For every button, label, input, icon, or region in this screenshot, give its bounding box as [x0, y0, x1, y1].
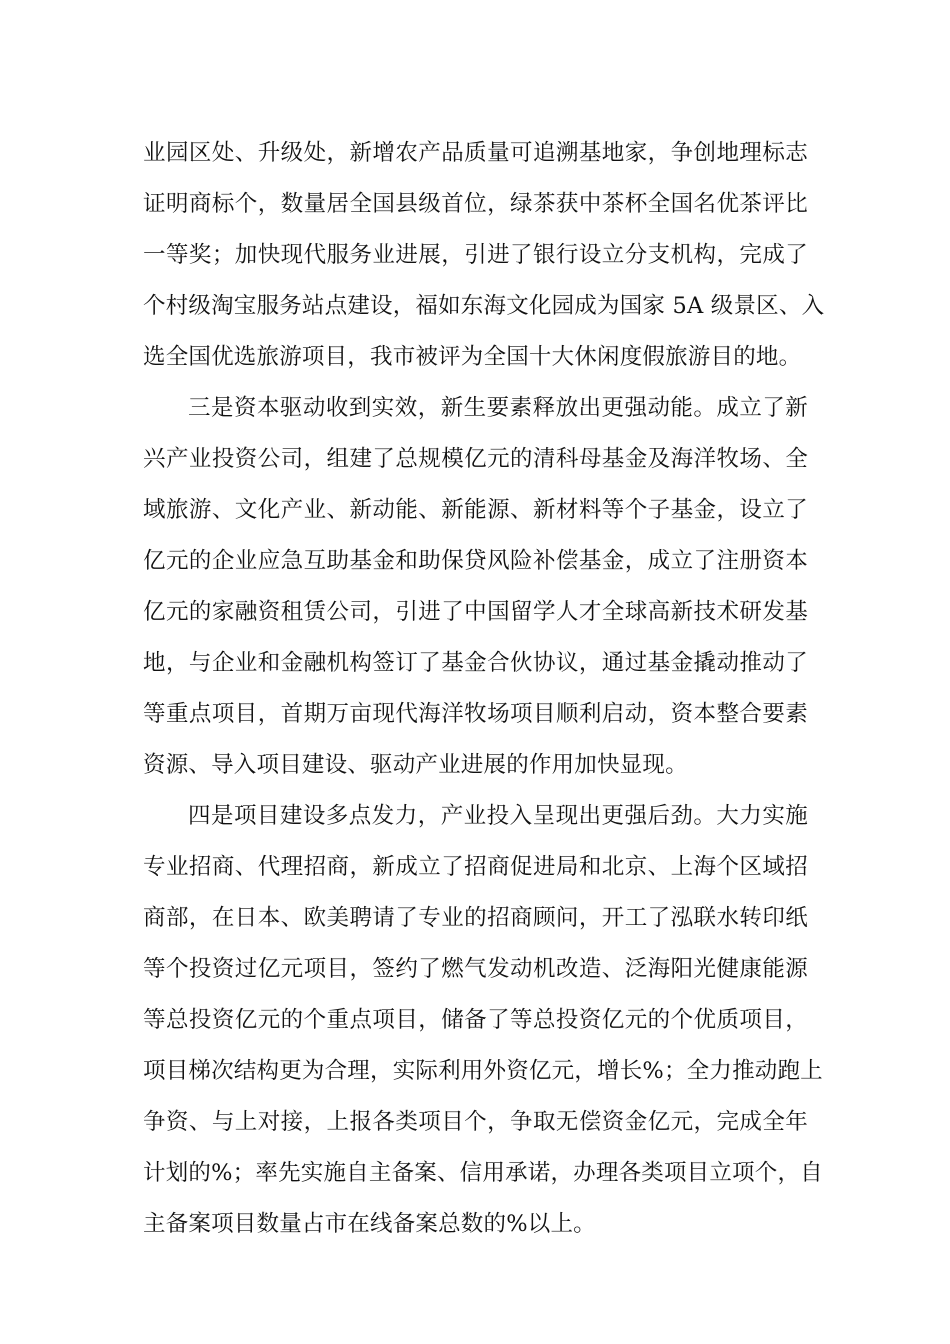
text-line: 地，与企业和金融机构签订了基金合伙协议，通过基金撬动推动了 — [143, 650, 808, 676]
text-line: 亿元的家融资租赁公司，引进了中国留学人才全球高新技术研发基 — [143, 599, 808, 625]
text-line: 资源、导入项目建设、驱动产业进展的作用加快显现。 — [143, 752, 688, 778]
text-line: 选全国优选旅游项目，我市被评为全国十大休闲度假旅游目的地。 — [143, 344, 802, 370]
text-line: 等个投资过亿元项目，签约了燃气发动机改造、泛海阳光健康能源 — [143, 956, 808, 982]
paragraph-3 — [143, 791, 823, 1250]
text-line: 专业招商、代理招商，新成立了招商促进局和北京、上海个区域招 — [143, 854, 808, 880]
text-line: 一等奖；加快现代服务业进展，引进了银行设立分支机构，完成了 — [143, 242, 808, 268]
paragraph-2 — [143, 383, 808, 791]
text-line: 个村级淘宝服务站点建设，福如东海文化园成为国家 5A 级景区、入 — [143, 293, 825, 319]
text-line: 三是资本驱动收到实效，新生要素释放出更强动能。成立了新 — [188, 395, 808, 421]
text-line: 计划的%；率先实施自主备案、信用承诺，办理各类项目立项个，自 — [143, 1160, 823, 1186]
text-line: 争资、与上对接，上报各类项目个，争取无偿资金亿元，完成全年 — [143, 1109, 808, 1135]
text-line: 项目梯次结构更为合理，实际利用外资亿元，增长%；全力推动跑上 — [143, 1058, 823, 1084]
text-line: 等重点项目，首期万亩现代海洋牧场项目顺利启动，资本整合要素 — [143, 701, 808, 727]
body-text — [143, 128, 825, 1250]
text-line: 四是项目建设多点发力，产业投入呈现出更强后劲。大力实施 — [188, 803, 808, 829]
text-line: 商部，在日本、欧美聘请了专业的招商顾问，开工了泓联水转印纸 — [143, 905, 808, 931]
text-line: 域旅游、文化产业、新动能、新能源、新材料等个子基金，设立了 — [143, 497, 808, 523]
text-line: 兴产业投资公司，组建了总规模亿元的清科母基金及海洋牧场、全 — [143, 446, 808, 472]
text-line: 亿元的企业应急互助基金和助保贷风险补偿基金，成立了注册资本 — [143, 548, 808, 574]
text-line: 等总投资亿元的个重点项目，储备了等总投资亿元的个优质项目， — [143, 1007, 808, 1033]
text-line: 证明商标个，数量居全国县级首位，绿茶获中茶杯全国名优茶评比 — [143, 191, 808, 217]
text-line: 主备案项目数量占市在线备案总数的%以上。 — [143, 1211, 596, 1237]
text-line: 业园区处、升级处，新增农产品质量可追溯基地家，争创地理标志 — [143, 140, 808, 166]
paragraph-1 — [143, 128, 825, 383]
